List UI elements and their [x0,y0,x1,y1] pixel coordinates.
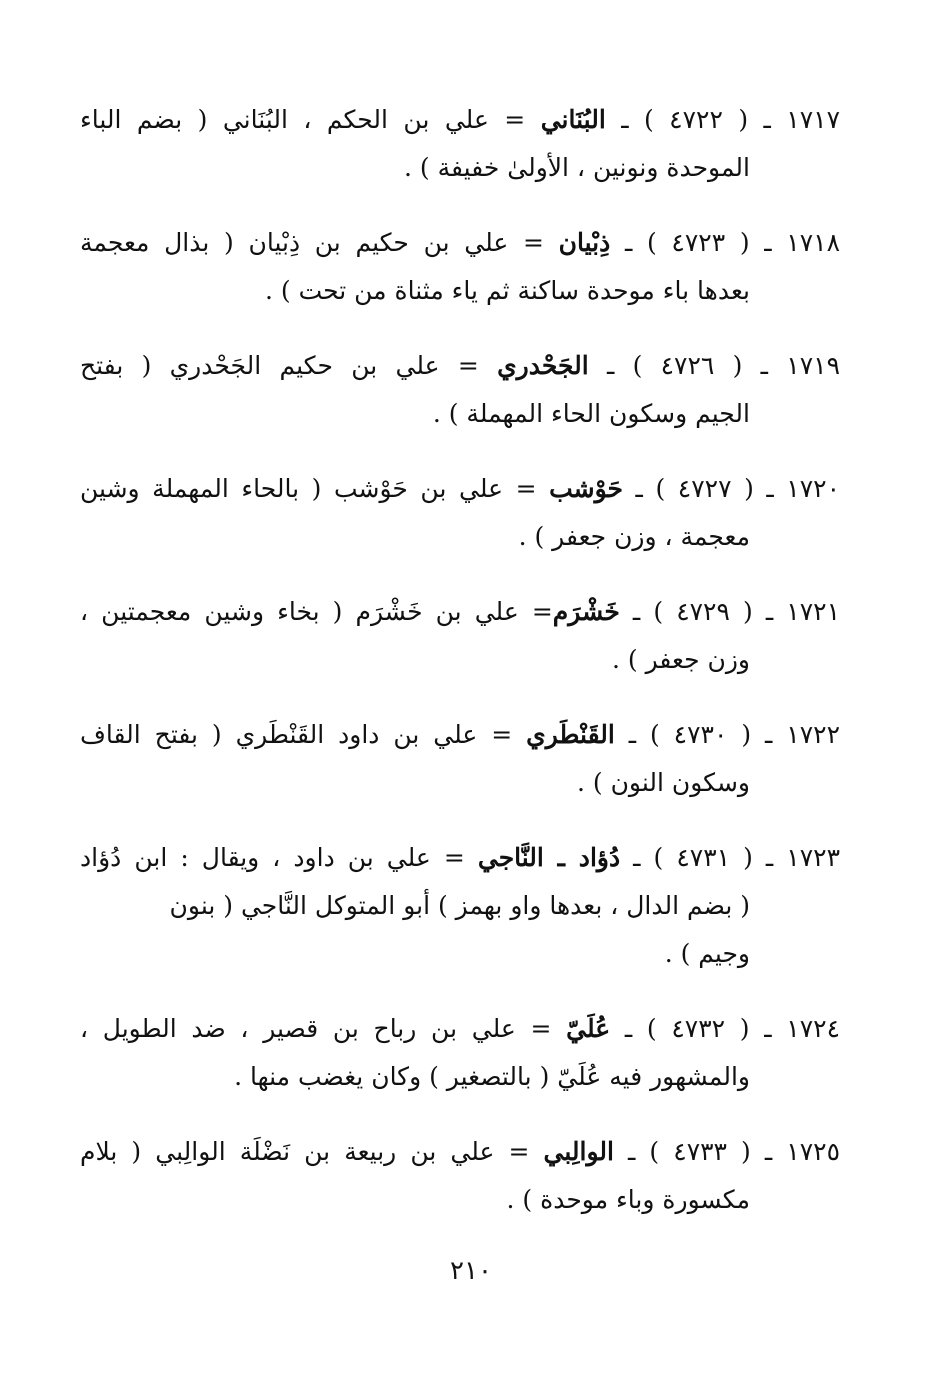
entry-line [80,96,840,144]
entry-continuation: معجمة ، وزن جعفر ) . [518,522,750,551]
entry-line [80,342,840,390]
entry-1723 [80,834,840,978]
entry-line [80,834,840,882]
entry-headword: ذِبْيان [558,228,611,257]
entry-1721 [80,588,840,684]
entry-continuation: ( بضم الدال ، بعدها واو بهمز ) أبو المتوكل النَّاجي ( بنون [169,891,750,920]
entry-text: = علي بن ربيعة بن نَضْلَة الوالِبي ( بلام [80,1137,544,1166]
entry-number: ١٧٢٥ ـ ( ٤٧٣٣ ) ـ [613,1137,841,1166]
entry-continuation: بعدها باء موحدة ساكنة ثم ياء مثناة من تحت ) . [264,276,750,305]
entry-number: ١٧٢١ ـ ( ٤٧٢٩ ) ـ [619,597,841,626]
entry-number: ١٧٢٢ ـ ( ٤٧٣٠ ) ـ [614,720,840,749]
entry-1718 [80,219,840,315]
entry-headword: البُنَاني [540,105,606,134]
entry-continuation: مكسورة وباء موحدة ) . [506,1185,750,1214]
entry-1719 [80,342,840,438]
entry-headword: عُلَيّ [566,1014,611,1043]
entry-headword: خَشْرَم [552,597,620,626]
entry-number: ١٧٢٤ ـ ( ٤٧٣٢ ) ـ [610,1014,841,1043]
entry-continuation: الموحدة ونونين ، الأولىٰ خفيفة ) . [404,153,750,182]
entry-1720 [80,465,840,561]
entry-text: = علي بن رباح بن قصير ، ضد الطويل ، [80,1014,567,1043]
entry-continuation: وجيم ) . [664,939,750,968]
entry-number: ١٧١٧ ـ ( ٤٧٢٢ ) ـ [605,105,840,134]
entry-1725 [80,1128,840,1224]
entry-1724 [80,1005,840,1101]
entry-continuation: وزن جعفر ) . [611,645,750,674]
entry-text: = علي بن حكيم بن ذِبْيان ( بذال معجمة [80,228,559,257]
entry-line [80,1128,840,1176]
entry-headword: دُؤاد ـ النَّاجي [477,843,621,872]
entry-line [80,219,840,267]
entry-1717 [80,96,840,192]
entry-line [80,1005,840,1053]
entry-line [80,465,840,513]
entry-text: = علي بن داود القَنْطَري ( بفتح القاف [80,720,527,749]
entry-text: = علي بن حَوْشب ( بالحاء المهملة وشين [80,474,550,503]
entry-number: ١٧١٨ ـ ( ٤٧٢٣ ) ـ [610,228,840,257]
entry-number: ١٧٢٣ ـ ( ٤٧٣١ ) ـ [620,843,841,872]
page-number: ٢١٠ [450,1256,492,1286]
entry-number: ١٧١٩ ـ ( ٤٧٢٦ ) ـ [588,351,841,380]
entry-line [80,711,840,759]
entry-line [80,588,840,636]
entry-headword: الجَحْدري [497,351,589,380]
entry-continuation: الجيم وسكون الحاء المهملة ) . [432,399,750,428]
page-body [80,96,840,1251]
entry-headword: القَنْطَري [526,720,615,749]
entry-continuation: وسكون النون ) . [576,768,750,797]
entry-text: = علي بن حكيم الجَحْدري ( بفتح [80,351,498,380]
entry-headword: الوالِبي [543,1137,614,1166]
entry-text: = علي بن داود ، ويقال : ابن دُؤاد [80,843,478,872]
entry-continuation: والمشهور فيه عُلَيّ ( بالتصغير ) وكان يغضب منها . [234,1062,750,1091]
entry-text: = علي بن خَشْرَم ( بخاء وشين معجمتين ، [80,597,553,626]
entry-text: = علي بن الحكم ، البُنَاني ( بضم الباء [80,105,541,134]
entry-number: ١٧٢٠ ـ ( ٤٧٢٧ ) ـ [622,474,841,503]
entry-headword: حَوْشب [549,474,623,503]
entry-1722 [80,711,840,807]
